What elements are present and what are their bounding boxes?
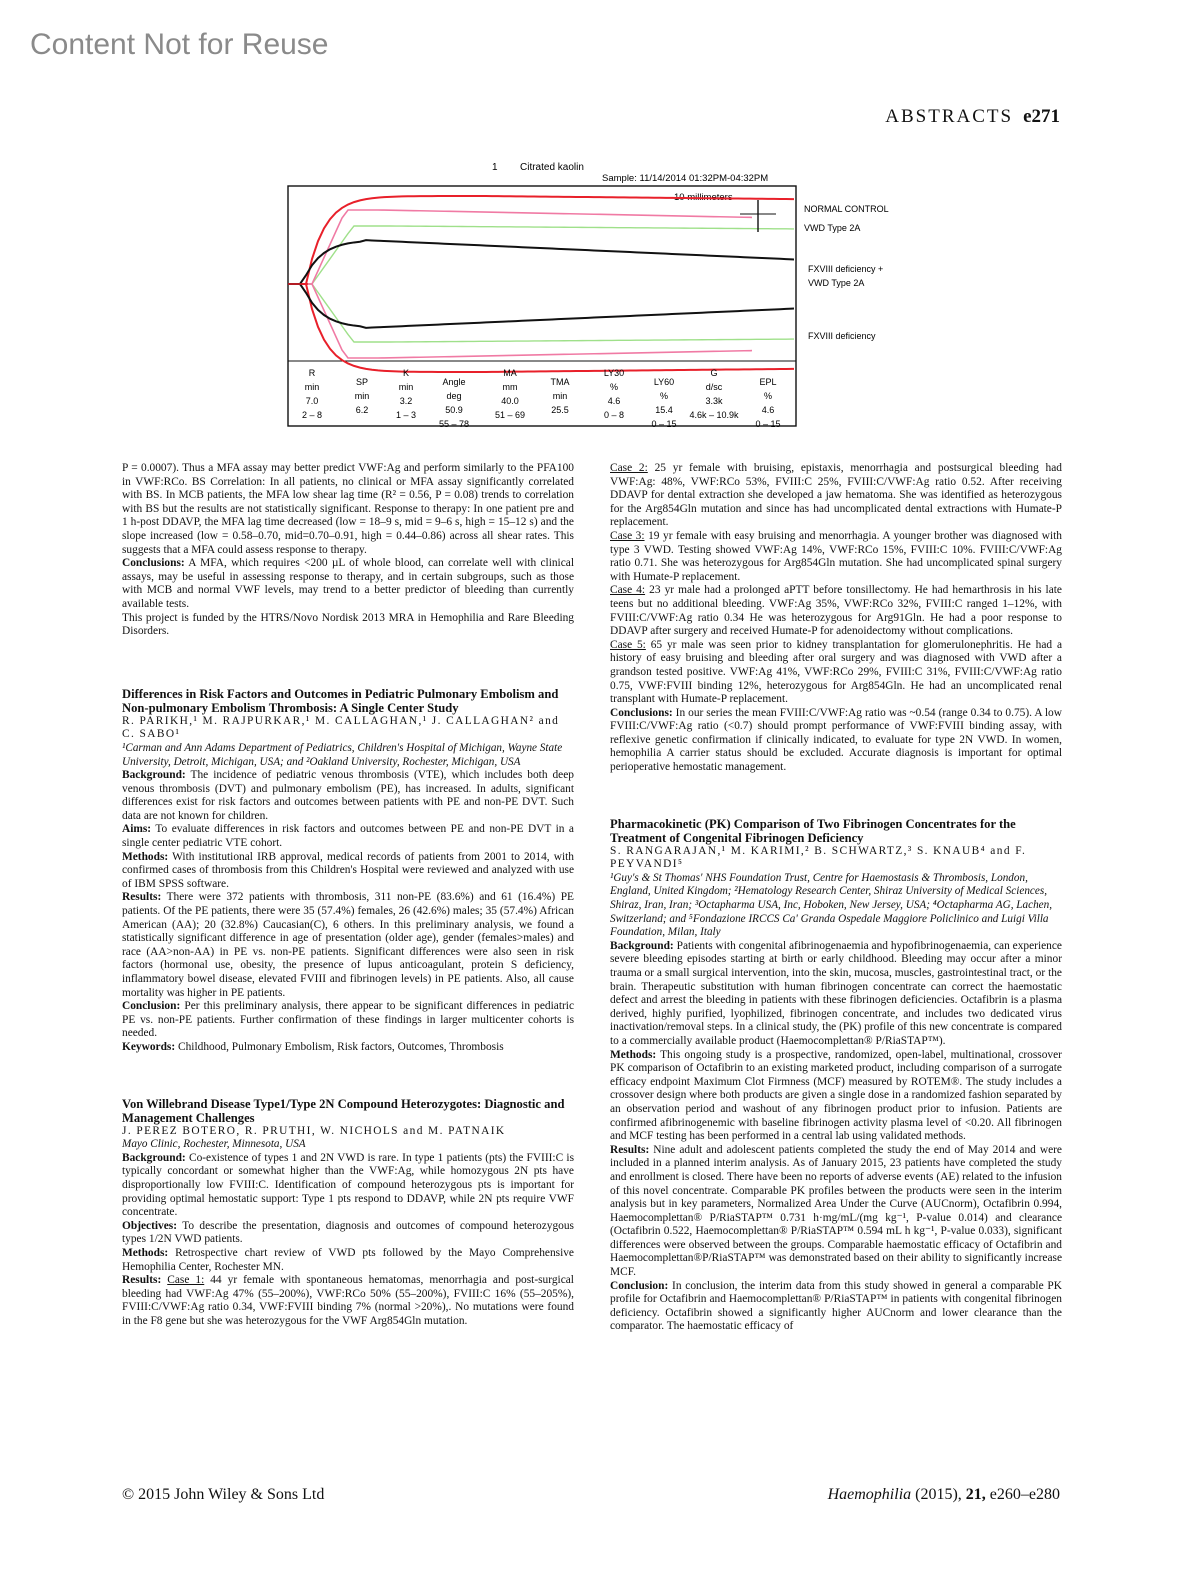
- figure-sample: Sample: 11/14/2014 01:32PM-04:32PM: [602, 173, 769, 184]
- param-label: d/sc: [705, 382, 723, 392]
- param-label: MA: [503, 368, 517, 378]
- param-label: min: [354, 391, 370, 401]
- results-label: Results:: [122, 1274, 162, 1287]
- case4-text: 23 yr male had a prolonged aPTT before tonsillectomy. He had hemarthrosis in his late teens but no additional bleeding. VWF:Ag 35%, VWF:RCo 32%, FVIII:C ranged 1–12%, with FVIII:C/VWF:Ag ratio 0.34 He was heterozygous for Arg91Gln. He had a poor response to DDAVP after surgery and received Humate-P for adenoidectomy without complications.: [610, 584, 1062, 638]
- background-vwd: [122, 1152, 574, 1220]
- param-value: 3.2: [399, 396, 413, 406]
- right-column: [610, 462, 1062, 1334]
- case2: [610, 462, 1062, 530]
- running-head-label: ABSTRACTS: [885, 106, 1014, 127]
- objectives-text: To describe the presentation, diagnosis and outcomes of compound heterozygous types 1/2N VWD patients.: [122, 1219, 574, 1246]
- param-value: 4.6: [761, 405, 775, 415]
- param-range: 0 – 15: [651, 419, 677, 429]
- keywords-label: Keywords:: [122, 1040, 176, 1053]
- results-text: There were 372 patients with thrombosis, 311 non-PE (83.6%) and 61 (16.4%) PE patients. Of the PE patients, there were 35 (57.4%) females, 26 (42.6%) males; 35 (57.4%) African American (AA); 20 (32.8%) Caucasian(C), 6 others. In this preliminary analysis, we found a statistically significant difference in age of presentation (older age), gender (females>males) and race (AA>non-AA) in PE vs. non-PE patients. Significant differences were also seen in risk factors (hormonal use, obesity, the presence of lupus anticoagulant, protein S deficiency, inflammatory bowel disease, elevated FVIII and fibrinogen levels) in PE patients. Also, all cause mortality was higher in PE patients.: [122, 891, 574, 999]
- param-label: mm: [502, 382, 518, 392]
- param-label: %: [609, 382, 619, 392]
- authors-pk: S. RANGARAJAN,¹ M. KARIMI,² B. SCHWARTZ,³ S. KNAUB⁴ and F. PEYVANDI⁵: [610, 844, 1027, 871]
- methods-label: Methods:: [122, 850, 169, 863]
- methods-vwd: [122, 1247, 574, 1274]
- scale-label: 10 millimeters: [674, 192, 733, 203]
- case2-text: 25 yr female with bruising, epistaxis, menorrhagia and postsurgical bleeding had VWF:Ag: 48%, VWF:RCo 53%, FVIII:C 25%, FVIII:C/VWF:Ag ratio 0.52. After receiving DDAVP for dental extraction she developed a jaw hematoma. She was identified as heterozygous for the Arg854Gln mutation and since has had uncomplicated dental extractions with Humate-P replacement.: [610, 462, 1062, 529]
- curve-green-lower: [288, 284, 794, 342]
- legend-fxviii-vwd-2a: VWD Type 2A: [808, 278, 865, 288]
- case5: [610, 639, 1062, 707]
- conclusion-text: Per this preliminary analysis, there appear to be significant differences in pediatric PE vs. non-PE patients. Further confirmation of these findings in larger multicenter cohorts is needed.: [122, 1000, 575, 1040]
- case3-label: Case 3:: [610, 529, 645, 542]
- copyright: © 2015 John Wiley & Sons Ltd: [122, 1486, 325, 1503]
- param-value: 4.6: [607, 396, 621, 406]
- param-label: %: [763, 391, 773, 401]
- curve-black-lower: [288, 284, 794, 328]
- background-pk: [610, 940, 1062, 1049]
- authors-pe: R. PARIKH,¹ M. RAJPURKAR,¹ M. CALLAGHAN,¹ J. CALLAGHAN² and C. SABO¹: [122, 714, 560, 741]
- results-label: Results:: [610, 1143, 650, 1156]
- param-value: 3.3k: [705, 396, 723, 406]
- conclusions-label: Conclusions:: [122, 557, 185, 570]
- methods-text: This ongoing study is a prospective, randomized, open-label, multinational, crossover PK comparison of Octafibrin to an existing marketed product, including comparison of a surrogate efficacy endpoint Maximum Clot Firmness (MCF) measured by ROTEM®. The study includes a crossover design where both products are given a single dose in a randomized fashion separated by an observation period and washout of any fibrinogen product prior to infusion. Patients are confirmed afibrinogenemic with baseline fibrinogen activity plasma level of <0.20. All fibrinogen and MCF testing has been performed in a central lab using validated methods.: [610, 1048, 1062, 1143]
- case5-label: Case 5:: [610, 638, 646, 651]
- aims-pe: [122, 823, 574, 850]
- teg-tracing: [282, 156, 922, 436]
- aims-label: Aims:: [122, 823, 152, 836]
- methods-pe: [122, 851, 574, 892]
- teg-figure: [282, 156, 922, 436]
- affiliation-pk: ¹Guy's & St Thomas' NHS Foundation Trust, Centre for Haemostasis & Thrombosis, London, England, United Kingdom; ²Hematology Research Center, Shiraz University of Medical Sciences, Shiraz, Iran, Iran; ³Octapharma USA, Inc, Hoboken, New Jersey, USA; ⁴Octapharma AG, Lachen, Switzerland; and ⁵Fondazione IRCCS Ca' Granda Ospedale Maggiore Policlinico and Luigi Villa Foundation, Milan, Italy: [610, 871, 1053, 939]
- param-value: 6.2: [355, 405, 369, 415]
- case5-text: 65 yr male was seen prior to kidney transplantation for glomerulonephritis. He had a history of easy bruising and bleeding after oral surgery and was diagnosed with VWD after a grandson tested positive. VWF:Ag 41%, VWF:RCo 29%, FVIII:C 31%, FVIII:C/VWF:Ag ratio 0.75, VWF:FVIII binding 12%, heterozygous for Arg854Gln. He had an uncomplicated renal transplant with Humate-P replacement.: [610, 638, 1062, 706]
- case1-label: Case 1:: [167, 1274, 205, 1287]
- case4-label: Case 4:: [610, 584, 646, 597]
- conclusion-text: In conclusion, the interim data from this study showed in general a comparable PK profile for Octafibrin and Haemocomplettan® P/RiaSTAP™ in patients with congenital fibrinogen deficiency. Octafibrin showed a significantly higher AUCnorm and lower clearance than the comparator. The haemostatic efficacy of: [610, 1279, 1062, 1333]
- background-pe: [122, 769, 574, 823]
- param-label: deg: [446, 391, 462, 401]
- figure-reagent: Citrated kaolin: [520, 162, 584, 173]
- methods-text: Retrospective chart review of VWD pts followed by the Mayo Comprehensive Hemophilia Center, Rochester MN.: [122, 1246, 574, 1273]
- param-label: TMA: [550, 377, 570, 387]
- tracing-curves: [288, 196, 794, 372]
- methods-text: With institutional IRB approval, medical records of patients from 2001 to 2014, with confirmed cases of thrombosis from this Children's Hospital were reviewed and analyzed with use of IBM SPSS software.: [122, 850, 574, 890]
- results-pe: [122, 891, 574, 1000]
- figure-number: 1: [492, 162, 498, 173]
- aims-text: To evaluate differences in risk factors and outcomes between PE and non-PE DVT in a single center pediatric VTE cohort.: [122, 823, 574, 850]
- param-label: R: [308, 368, 316, 378]
- journal-citation: [828, 1486, 1060, 1504]
- legend-normal-control: NORMAL CONTROL: [804, 204, 889, 214]
- conclusions-label: Conclusions:: [610, 706, 673, 719]
- param-label: G: [710, 368, 718, 378]
- param-label: EPL: [759, 377, 777, 387]
- keywords-text: Childhood, Pulmonary Embolism, Risk factors, Outcomes, Thrombosis: [178, 1040, 504, 1053]
- affiliation-vwd: Mayo Clinic, Rochester, Minnesota, USA: [122, 1138, 306, 1151]
- keywords-pe: [122, 1041, 574, 1055]
- case4: [610, 584, 1062, 638]
- methods-label: Methods:: [610, 1048, 657, 1061]
- param-value: 25.5: [551, 405, 569, 415]
- results-vwd: [122, 1274, 574, 1328]
- param-range: 2 – 8: [301, 410, 323, 420]
- affiliation-pe: ¹Carman and Ann Adams Department of Pediatrics, Children's Hospital of Michigan, Wayne State University, Detroit, Michigan, USA; and ²Oakland University, Rochester, Michigan, USA: [122, 741, 563, 768]
- results-text: Nine adult and adolescent patients completed the study the end of May 2014 and were included in a planned interim analysis. As of January 2015, 23 patients have completed the study and enrollment is closed. There have been no reports of adverse events (AE) related to the infusion of this novel concentrate. Comparable PK profiles between the products were seen in the interim analysis but in key parameters, Normalized Area Under the Curve (AUCnorm), Octafibrin 0.994, Haemocomplettan® P/RiaSTAP™ 0.731 h·mg/mL/(mg kg⁻¹, P-value 0.014) and clearance (Octafibrin 0.522, Haemocomplettan® P/RiaSTAP™ 0.594 mL h kg⁻¹, P-value 0.033), significant differences were observed between the groups. Comparable haemostatic efficacy of Octafibrin and Haemocomplettan®P/RiaSTAP™ was demonstrated based on their ability to significantly increase MCF.: [610, 1143, 1062, 1279]
- conclusions-text: In our series the mean FVIII:C/VWF:Ag ratio was ~0.54 (range 0.34 to 0.75). A low FVIII:C/VWF:Ag ratio (<0.7) should prompt performance of VWF:FVIII binding assay, with reflexive genetic confirmation if clinically indicated, to evaluate for type 2N VWD. In women, hemophilia A carrier status should be excluded. Accurate diagnosis is important for optimal perioperative hemostatic management.: [610, 706, 1062, 774]
- param-value: 15.4: [655, 405, 673, 415]
- case3: [610, 530, 1062, 584]
- results-pk: [610, 1144, 1062, 1280]
- background-text: Co-existence of types 1 and 2N VWD is rare. In type 1 patients (pts) the FVIII:C is typically concordant or somewhat higher than the VWF:Ag, while homozygous 2N pts have disproportionally low FVIII:C. Identification of compound heterozygous pts is important for providing optimal hemostatic support: Type 1 pts respond to DDAVP, while 2N pts require VWF concentrate.: [122, 1151, 575, 1219]
- journal-volume: 21,: [965, 1486, 986, 1503]
- param-range: 0 – 8: [603, 410, 625, 420]
- conclusion-pk: [610, 1280, 1062, 1334]
- background-label: Background:: [122, 1151, 186, 1164]
- journal-name: Haemophilia: [827, 1486, 912, 1503]
- article-title-pk: Pharmacokinetic (PK) Comparison of Two Fibrinogen Concentrates for the Treatment of Congenital Fibrinogen Deficiency: [610, 816, 1016, 845]
- legend-vwd-2a: VWD Type 2A: [804, 223, 861, 233]
- legend-fxviii-deficiency: FXVIII deficiency: [808, 331, 876, 341]
- conclusion-label: Conclusion:: [610, 1279, 669, 1292]
- case1-text: 44 yr female with spontaneous hematomas, menorrhagia and post-surgical bleeding had VWF:Ag 47% (55–200%), VWF:RCo 50% (55–200%), FVIII:C 16% (55–205%), FVIII:C/VWF:Ag ratio 0.34, VWF:FVIII binding 7% (normal >20%),. No mutations were found in the F8 gene but she was heterozygous for the VWF Arg854Gln mutation.: [122, 1274, 574, 1327]
- param-label: LY30: [603, 368, 625, 378]
- objectives-label: Objectives:: [122, 1219, 178, 1232]
- param-label: %: [659, 391, 669, 401]
- curve-black-upper: [288, 240, 794, 284]
- param-value: 50.9: [445, 405, 463, 415]
- article-title-pe: Differences in Risk Factors and Outcomes in Pediatric Pulmonary Embolism and Non-pulmonary Embolism Thrombosis: A Single Center Study: [122, 686, 559, 715]
- continued-text: P = 0.0007). Thus a MFA assay may better predict VWF:Ag and perform similarly to the PFA100 in VWF:RCo. BS Correlation: In all patients, no clinical or MFA assay significantly correlated with BS. In MCB patients, the MFA low shear lag time (R² = 0.56, P = 0.08) trends to correlation with BS but the results are not statistically significant. Response to therapy: In one patient pre and 1 h-post DDAVP, the MFA lag time decreased (low = 18–9 s, mid = 9–6 s, high = 15–12 s) and the slope increased (low = 0.58–0.70, mid=0.70–0.91, high = 0.44–0.86) across all shear rates. This suggests that a MFA could assess response to therapy.: [122, 462, 574, 556]
- teg-parameters: [302, 368, 781, 429]
- methods-pk: [610, 1049, 1062, 1144]
- conclusion-label: Conclusion:: [122, 1000, 181, 1013]
- authors-vwd: J. PEREZ BOTERO, R. PRUTHI, W. NICHOLS and M. PATNAIK: [122, 1124, 506, 1137]
- methods-label: Methods:: [122, 1246, 169, 1259]
- background-label: Background:: [122, 769, 186, 782]
- param-value: 40.0: [501, 396, 519, 406]
- case2-label: Case 2:: [610, 462, 648, 474]
- journal-pages: e260–e280: [989, 1486, 1060, 1503]
- results-label: Results:: [122, 891, 162, 904]
- param-label: LY60: [653, 377, 675, 387]
- funding-note: This project is funded by the HTRS/Novo Nordisk 2013 MRA in Hemophilia and Rare Bleeding Disorders.: [122, 611, 574, 638]
- background-text: The incidence of pediatric venous thrombosis (VTE), which includes both deep venous thrombosis (DVT) and pulmonary embolism (PE), has increased. In adults, significant differences exist for risk factors and outcomes between patients with PE and non-PE DVT. Such data are not known for children.: [122, 769, 574, 822]
- conclusion-pe: [122, 1000, 574, 1041]
- param-range: 51 – 69: [494, 410, 526, 420]
- page-number: e271: [1023, 106, 1060, 127]
- param-range: 4.6k – 10.9k: [689, 410, 739, 420]
- param-range: 1 – 3: [395, 410, 417, 420]
- param-label: min: [304, 382, 320, 392]
- param-value: 7.0: [305, 396, 319, 406]
- journal-year: (2015),: [915, 1486, 962, 1503]
- curve-green-upper: [288, 226, 794, 284]
- param-range: 0 – 15: [755, 419, 781, 429]
- param-label: min: [398, 382, 414, 392]
- conclusions-vwd: [610, 707, 1062, 775]
- legend-fxviii-vwd: FXVIII deficiency +: [808, 264, 884, 274]
- param-range: 55 – 78: [438, 419, 470, 429]
- running-head: [885, 106, 1060, 128]
- watermark: Content Not for Reuse: [30, 28, 329, 61]
- case3-text: 19 yr female with easy bruising and menorrhagia. A younger brother was diagnosed with type 3 VWD. Testing showed VWF:Ag 14%, VWF:RCo 15%, FVIII:C 10%. FVIII:C/VWF:Ag ratio 0.71. She was heterozygous for Arg854Gln mutation. She had uncomplicated spinal surgery with Humate-P replacement.: [610, 529, 1062, 583]
- param-label: Angle: [442, 377, 466, 387]
- objectives-vwd: [122, 1220, 574, 1247]
- article-title-vwd: Von Willebrand Disease Type1/Type 2N Compound Heterozygotes: Diagnostic and Management Challenges: [122, 1096, 565, 1125]
- param-label: min: [552, 391, 568, 401]
- background-label: Background:: [610, 939, 674, 952]
- left-column: [122, 462, 574, 1328]
- background-text: Patients with congenital afibrinogenaemia and hypofibrinogenaemia, can experience severe bleeding episodes starting at birth or early childhood. Bleeding may occur after a minor trauma or a small surgical intervention, into the skin, mucosa, muscles, gastrointestinal tract, or the brain. Therapeutic substitution with human fibrinogen concentrate can correct the haemostatic defect and arrest the bleeding in patients with these fibrinogen deficiencies. Octafibrin is a plasma derived, highly purified, lyophilized, fibrinogen concentrate, and includes two dedicated virus inactivation/removal steps. In a clinical study, the (PK) profile of this new concentrate is compared to a commercially available product (Haemocomplettan® P/RiaSTAP™).: [610, 939, 1062, 1047]
- conclusions-paragraph: [122, 557, 574, 611]
- param-label: SP: [355, 377, 369, 387]
- conclusions-text: A MFA, which requires <200 µL of whole blood, can correlate well with clinical assays, may be useful in assessing response to therapy, and in certain subgroups, such as those with MCB and normal VWF levels, may trend to a better predictor of bleeding than currently available tests.: [122, 557, 574, 610]
- param-label: K: [402, 368, 410, 378]
